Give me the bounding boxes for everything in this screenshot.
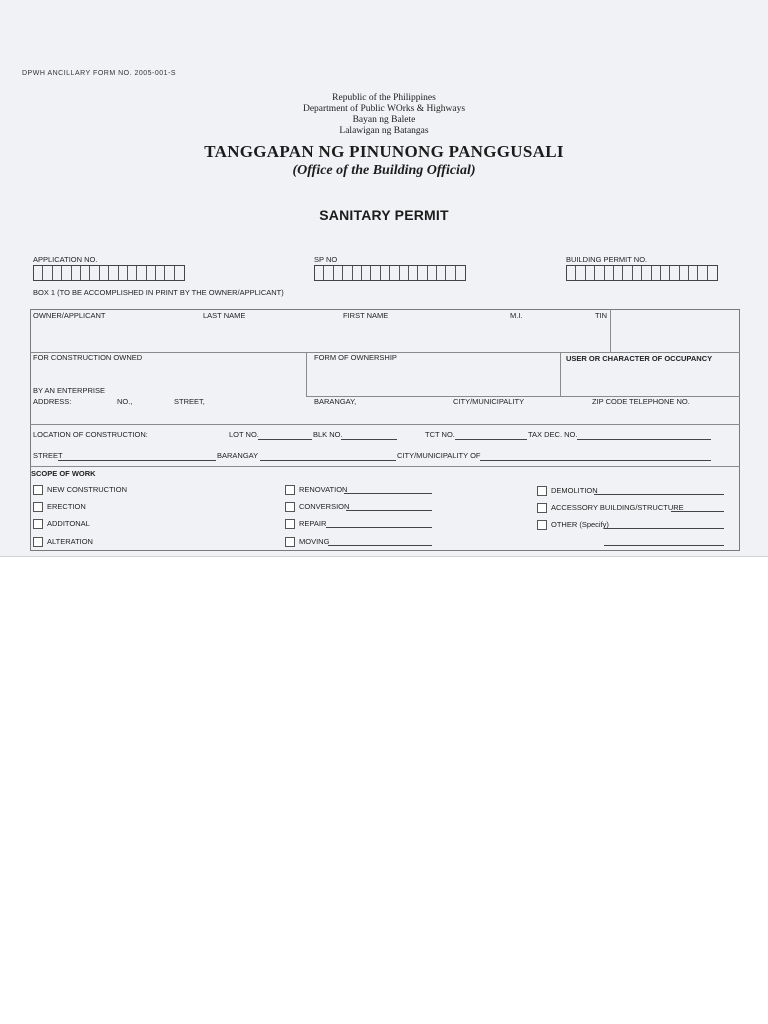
lot-no-field[interactable] [258, 439, 312, 440]
moving-label: MOVING [299, 537, 330, 546]
other-specify-field-2[interactable] [604, 545, 724, 546]
conversion-field[interactable] [346, 510, 432, 511]
erection-label: ERECTION [47, 502, 86, 511]
barangay-field[interactable] [260, 460, 396, 461]
address-barangay-label: BARANGAY, [314, 397, 357, 406]
tax-dec-no-field[interactable] [577, 439, 711, 440]
address-no-label: NO., [117, 397, 133, 406]
blk-no-field[interactable] [341, 439, 397, 440]
city-field[interactable] [480, 460, 711, 461]
demolition-field[interactable] [594, 494, 724, 495]
conversion-label: CONVERSION [299, 502, 350, 511]
sp-no-boxes[interactable] [314, 265, 466, 281]
repair-label: REPAIR [299, 519, 327, 528]
blk-no-label: BLK NO. [313, 430, 343, 439]
last-name-label: LAST NAME [203, 311, 246, 320]
city-label: CITY/MUNICIPALITY OF [397, 451, 481, 460]
header-province: Lalawigan ng Batangas [339, 126, 429, 136]
scope-heading: SCOPE OF WORK [31, 469, 96, 478]
by-enterprise-label: BY AN ENTERPRISE [33, 386, 105, 395]
accessory-building-label: ACCESSORY BUILDING/STRUCTURE [551, 503, 684, 512]
accessory-building-checkbox[interactable] [537, 503, 547, 513]
form-number: DPWH ANCILLARY FORM NO. 2005-001-S [22, 70, 177, 77]
telephone-label: TELEPHONE NO. [629, 397, 690, 406]
tin-label: TIN [595, 311, 608, 320]
other-specify-field[interactable] [604, 528, 724, 529]
owner-label: OWNER/APPLICANT [33, 311, 106, 320]
office-title-english: (Office of the Building Official) [292, 163, 476, 178]
form-of-ownership-label: FORM OF OWNERSHIP [314, 353, 397, 362]
other-specify-checkbox[interactable] [537, 520, 547, 530]
renovation-field[interactable] [344, 493, 432, 494]
construction-owned-label: FOR CONSTRUCTION OWNED [33, 353, 143, 362]
repair-field[interactable] [326, 527, 432, 528]
tct-no-field[interactable] [455, 439, 527, 440]
new-construction-label: NEW CONSTRUCTION [47, 485, 127, 494]
application-no-label: APPLICATION NO. [33, 255, 98, 264]
demolition-checkbox[interactable] [537, 486, 547, 496]
erection-checkbox[interactable] [33, 502, 43, 512]
application-no-boxes[interactable] [33, 265, 185, 281]
renovation-label: RENOVATION [299, 485, 348, 494]
building-permit-no-boxes[interactable] [566, 265, 718, 281]
mi-label: M.I. [510, 311, 523, 320]
tct-no-label: TCT NO. [425, 430, 455, 439]
moving-checkbox[interactable] [285, 537, 295, 547]
lot-no-label: LOT NO. [229, 430, 259, 439]
street-label: STREET [33, 451, 63, 460]
address-city-label: CITY/MUNICIPALITY [453, 397, 525, 406]
occupancy-label: USER OR CHARACTER OF OCCUPANCY [566, 354, 713, 363]
moving-field[interactable] [328, 545, 432, 546]
new-construction-checkbox[interactable] [33, 485, 43, 495]
demolition-label: DEMOLITION [551, 486, 598, 495]
additional-label: ADDITONAL [47, 519, 90, 528]
repair-checkbox[interactable] [285, 519, 295, 529]
zip-code-label: ZIP CODE [592, 397, 628, 406]
header-municipality: Bayan ng Balete [352, 115, 416, 125]
box1-note: BOX 1 (TO BE ACCOMPLISHED IN PRINT BY THE OWNER/APPLICANT) [33, 288, 284, 297]
building-permit-no-label: BUILDING PERMIT NO. [566, 255, 648, 264]
renovation-checkbox[interactable] [285, 485, 295, 495]
tax-dec-no-label: TAX DEC. NO. [528, 430, 578, 439]
alteration-checkbox[interactable] [33, 537, 43, 547]
office-title: TANGGAPAN NG PINUNONG PANGGUSALI [204, 142, 564, 161]
additional-checkbox[interactable] [33, 519, 43, 529]
first-name-label: FIRST NAME [343, 311, 389, 320]
header-department: Department of Public WOrks & Highways [302, 104, 466, 114]
street-field[interactable] [58, 460, 216, 461]
barangay-label: BARANGAY [217, 451, 259, 460]
accessory-building-field[interactable] [671, 511, 724, 512]
address-street-label: STREET, [174, 397, 205, 406]
page-title: SANITARY PERMIT [319, 207, 449, 223]
location-label: LOCATION OF CONSTRUCTION: [33, 430, 148, 439]
sp-no-label: SP NO [314, 255, 338, 264]
address-label: ADDRESS: [33, 397, 72, 406]
header-republic: Republic of the Philippines [332, 93, 436, 103]
conversion-checkbox[interactable] [285, 502, 295, 512]
other-specify-label: OTHER (Specify) [551, 520, 609, 529]
alteration-label: ALTERATION [47, 537, 93, 546]
